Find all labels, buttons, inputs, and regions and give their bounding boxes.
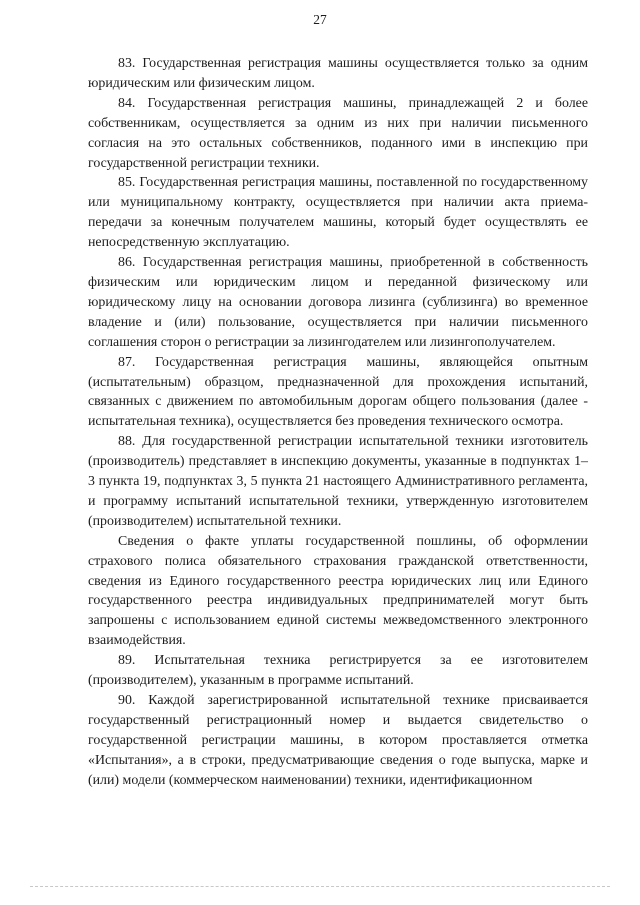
paragraph-89: 89. Испытательная техника регистрируется за ее изготовителем (производителем), указанным в программе испытаний. (88, 653, 588, 689)
paragraph-86: 86. Государственная регистрация машины, приобретенной в собственность физическим или юридическим лицом и переданной физическому или юридическому лицу на основании договора лизинга (сублизинга) во временное владение и (или) пользование, осуществляется при наличии письменного соглашения сторон о регистрации за лизингодателем или лизингополучателем. (88, 255, 588, 350)
paragraph-88-continuation: Сведения о факте уплаты государственной пошлины, об оформлении страхового полиса обязательного страхования гражданской ответственности, сведения из Единого государственного реестра юридических лиц или Единого государственного реестра индивидуальных предпринимателей могут быть запрошены с использованием единой системы межведомственного электронного взаимодействия. (88, 533, 588, 649)
paragraph-84: 84. Государственная регистрация машины, принадлежащей 2 и более собственникам, осуществляется за одним из них при наличии письменного согласия на это остальных собственников, поданного ими в инспекцию при государственной регистрации техники. (88, 95, 588, 171)
paragraph-85: 85. Государственная регистрация машины, поставленной по государственному или муниципальному контракту, осуществляется при наличии акта приема-передачи за конечным получателем машины, который будет осуществлять ее непосредственную эксплуатацию. (88, 175, 588, 251)
scan-edge-line (30, 886, 610, 887)
paragraph-87: 87. Государственная регистрация машины, являющейся опытным (испытательным) образцом, предназначенной для прохождения испытаний, связанных с движением по автомобильным дорогам общего пользования (далее - испытательная техника), осуществляется без проведения технического осмотра. (88, 354, 588, 430)
paragraph-90: 90. Каждой зарегистрированной испытательной технике присваивается государственный регистрационный номер и выдается свидетельство о государственной регистрации машины, в котором проставляется отметка «Испытания», а в строки, предусматривающие сведения о годе выпуска, марке и (или) модели (коммерческом наименовании) техники, идентификационном (88, 693, 588, 788)
document-body (88, 54, 588, 791)
paragraph-83: 83. Государственная регистрация машины осуществляется только за одним юридическим или физическим лицом. (88, 56, 588, 91)
page-number: 27 (313, 12, 327, 27)
paragraph-88: 88. Для государственной регистрации испытательной техники изготовитель (производитель) представляет в инспекцию документы, указанные в подпунктах 1–3 пункта 19, подпунктах 3, 5 пункта 21 настоящего Административного регламента, и программу испытаний испытательной техники, утвержденную изготовителем (производителем) испытательной техники. (88, 434, 588, 529)
